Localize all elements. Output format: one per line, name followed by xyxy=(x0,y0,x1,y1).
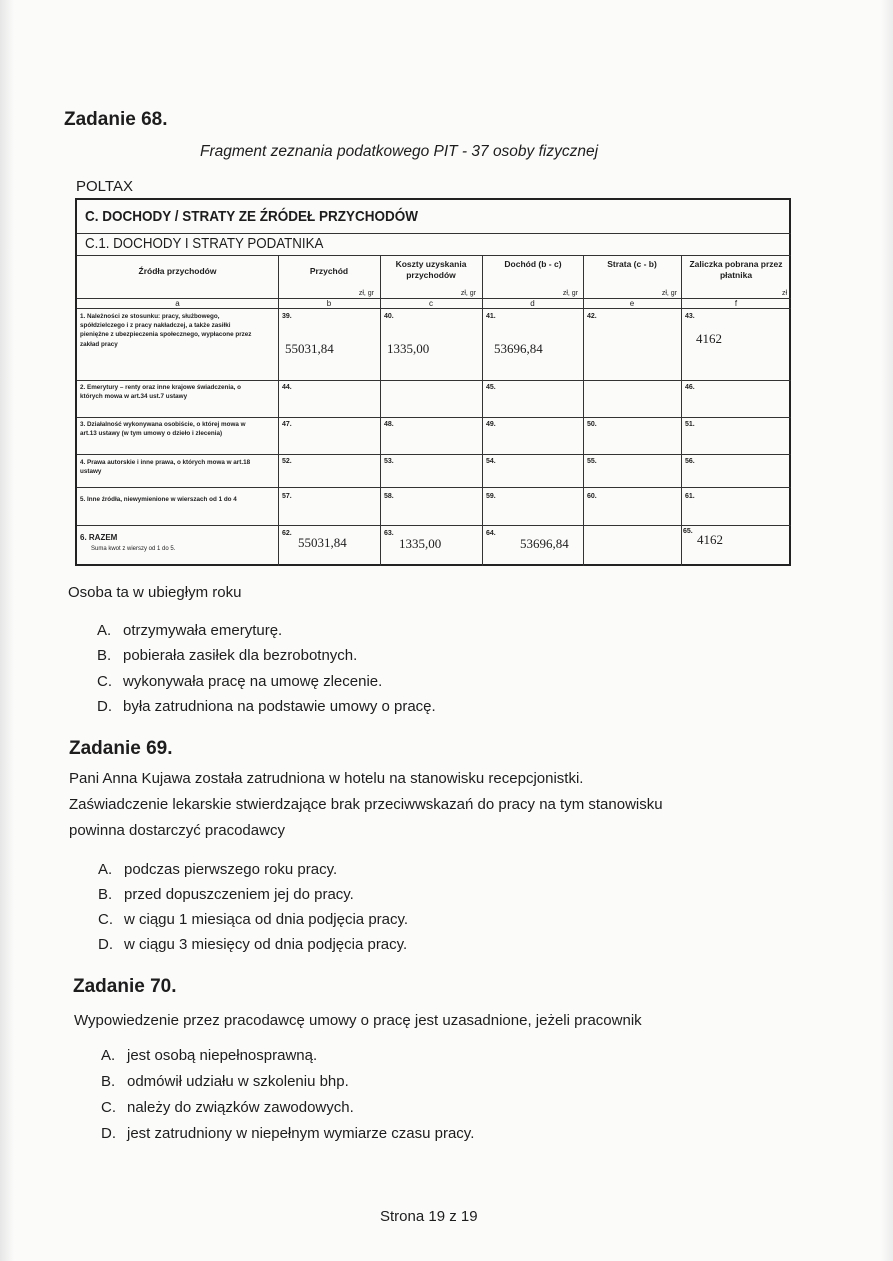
field-42: 42. xyxy=(587,313,597,320)
col-header-profit: Dochód (b - c) xyxy=(504,259,562,269)
value-income-total: 55031,84 xyxy=(298,535,347,550)
col-header-income: Przychód xyxy=(309,266,349,276)
field-65: 65. xyxy=(683,528,693,535)
section-c1-title: C.1. DOCHODY I STRATY PODATNIKA xyxy=(85,236,324,252)
task-70-option-c[interactable]: C. należy do związków zawodowych. xyxy=(101,1099,354,1116)
pit-table xyxy=(75,198,791,566)
units-costs: zł, gr xyxy=(460,290,476,297)
task-70-title: Zadanie 70. xyxy=(73,976,177,997)
field-45: 45. xyxy=(486,384,496,391)
task-69-option-a[interactable]: A. podczas pierwszego roku pracy. xyxy=(98,861,338,878)
section-c-title: C. DOCHODY / STRATY ZE ŹRÓDEŁ PRZYCHODÓW xyxy=(85,208,419,225)
col-letter-b: b xyxy=(326,299,332,308)
col-header-sources: Źródła przychodów xyxy=(138,266,217,276)
units-profit: zł, gr xyxy=(562,290,578,297)
total-label: 6. RAZEM xyxy=(80,533,118,542)
form-brand: POLTAX xyxy=(76,178,133,195)
col-header-advance: Zaliczka pobrana przez płatnika xyxy=(689,259,783,280)
task-69-question-line-3: powinna dostarczyć pracodawcy xyxy=(69,822,285,839)
task-68-option-a[interactable]: A. otrzymywała emeryturę. xyxy=(97,622,283,639)
units-income: zł, gr xyxy=(358,290,374,297)
field-44: 44. xyxy=(282,384,292,391)
task-68-option-c[interactable]: C. wykonywała pracę na umowę zlecenie. xyxy=(97,673,383,690)
field-40: 40. xyxy=(384,313,394,320)
units-advance: zł xyxy=(781,290,787,297)
value-profit-row1: 53696,84 xyxy=(494,341,543,356)
task-69-option-d[interactable]: D. w ciągu 3 miesięcy od dnia podjęcia pracy. xyxy=(98,936,408,953)
task-68-option-b[interactable]: B. pobierała zasiłek dla bezrobotnych. xyxy=(97,647,358,664)
field-56: 56. xyxy=(685,458,695,465)
field-57: 57. xyxy=(282,493,292,500)
value-income-row1: 55031,84 xyxy=(285,341,334,356)
value-profit-total: 53696,84 xyxy=(520,536,569,551)
field-55: 55. xyxy=(587,458,597,465)
task-70-option-a[interactable]: A. jest osobą niepełnosprawną. xyxy=(101,1047,318,1064)
field-58: 58. xyxy=(384,493,394,500)
scan-shadow-left xyxy=(0,0,14,1261)
row-1-label: 1. Należności ze stosunku: pracy, służbowego, spółdzielczego i z pracy nakładczej, a także zasiłki pieniężne z ubezpieczenia społecznego, wypłacone przez zakład pracy xyxy=(80,313,252,348)
value-costs-row1: 1335,00 xyxy=(387,341,430,356)
row-4-label: 4. Prawa autorskie i inne prawa, o których mowa w art.18 ustawy xyxy=(80,459,251,476)
task-70-option-d[interactable]: D. jest zatrudniony w niepełnym wymiarze czasu pracy. xyxy=(101,1125,475,1142)
field-59: 59. xyxy=(486,493,496,500)
field-53: 53. xyxy=(384,458,394,465)
field-54: 54. xyxy=(486,458,496,465)
row-5-label: 5. Inne źródła, niewymienione w wierszach od 1 do 4 xyxy=(80,496,237,503)
field-39: 39. xyxy=(282,313,292,320)
field-61: 61. xyxy=(685,493,695,500)
field-47: 47. xyxy=(282,421,292,428)
col-letter-d: d xyxy=(530,299,535,308)
value-costs-total: 1335,00 xyxy=(399,536,442,551)
field-50: 50. xyxy=(587,421,597,428)
field-64: 64. xyxy=(486,530,496,537)
field-48: 48. xyxy=(384,421,394,428)
task-70-option-b[interactable]: B. odmówił udziału w szkoleniu bhp. xyxy=(101,1073,349,1090)
task-69-option-b[interactable]: B. przed dopuszczeniem jej do pracy. xyxy=(98,886,354,903)
col-letter-e: e xyxy=(629,299,635,308)
field-51: 51. xyxy=(685,421,695,428)
row-3-label: 3. Działalność wykonywana osobiście, o której mowa w art.13 ustawy (w tym umowy o dzieło i zlecenia) xyxy=(80,421,246,438)
task-70-question: Wypowiedzenie przez pracodawcę umowy o pracę jest uzasadnione, jeżeli pracownik xyxy=(74,1012,642,1029)
task-69-question-line-1: Pani Anna Kujawa została zatrudniona w hotelu na stanowisku recepcjonistki. xyxy=(69,770,584,787)
task-68-option-d[interactable]: D. była zatrudniona na podstawie umowy o pracę. xyxy=(97,698,436,715)
value-advance-row1: 4162 xyxy=(696,331,722,346)
task-69-question-line-2: Zaświadczenie lekarskie stwierdzające brak przeciwwskazań do pracy na tym stanowisku xyxy=(69,796,663,813)
col-letter-a: a xyxy=(175,299,180,308)
task-69-title: Zadanie 69. xyxy=(69,738,173,759)
task-68-title: Zadanie 68. xyxy=(64,109,168,130)
col-letter-c: c xyxy=(429,299,433,308)
row-2-label: 2. Emerytury – renty oraz inne krajowe świadczenia, o których mowa w art.34 ust.7 ustawy xyxy=(80,384,241,401)
field-60: 60. xyxy=(587,493,597,500)
col-letter-f: f xyxy=(734,299,738,308)
field-52: 52. xyxy=(282,458,292,465)
field-41: 41. xyxy=(486,313,496,320)
task-68-question: Osoba ta w ubiegłym roku xyxy=(68,584,242,601)
scan-shadow-right xyxy=(881,0,893,1261)
col-header-costs: Koszty uzyskania przychodów xyxy=(395,259,467,280)
field-49: 49. xyxy=(486,421,496,428)
task-69-option-c[interactable]: C. w ciągu 1 miesiąca od dnia podjęcia pracy. xyxy=(98,911,409,928)
field-63: 63. xyxy=(384,530,394,537)
task-68-fragment-title: Fragment zeznania podatkowego PIT - 37 osoby fizycznej xyxy=(200,143,599,160)
value-advance-total: 4162 xyxy=(697,532,723,547)
field-46: 46. xyxy=(685,384,695,391)
units-loss: zł, gr xyxy=(661,290,677,297)
total-sublabel: Suma kwot z wierszy od 1 do 5. xyxy=(91,546,176,552)
field-43: 43. xyxy=(685,313,695,320)
page-number: Strona 19 z 19 xyxy=(380,1208,478,1225)
field-62: 62. xyxy=(282,530,292,537)
col-header-loss: Strata (c - b) xyxy=(607,259,657,269)
